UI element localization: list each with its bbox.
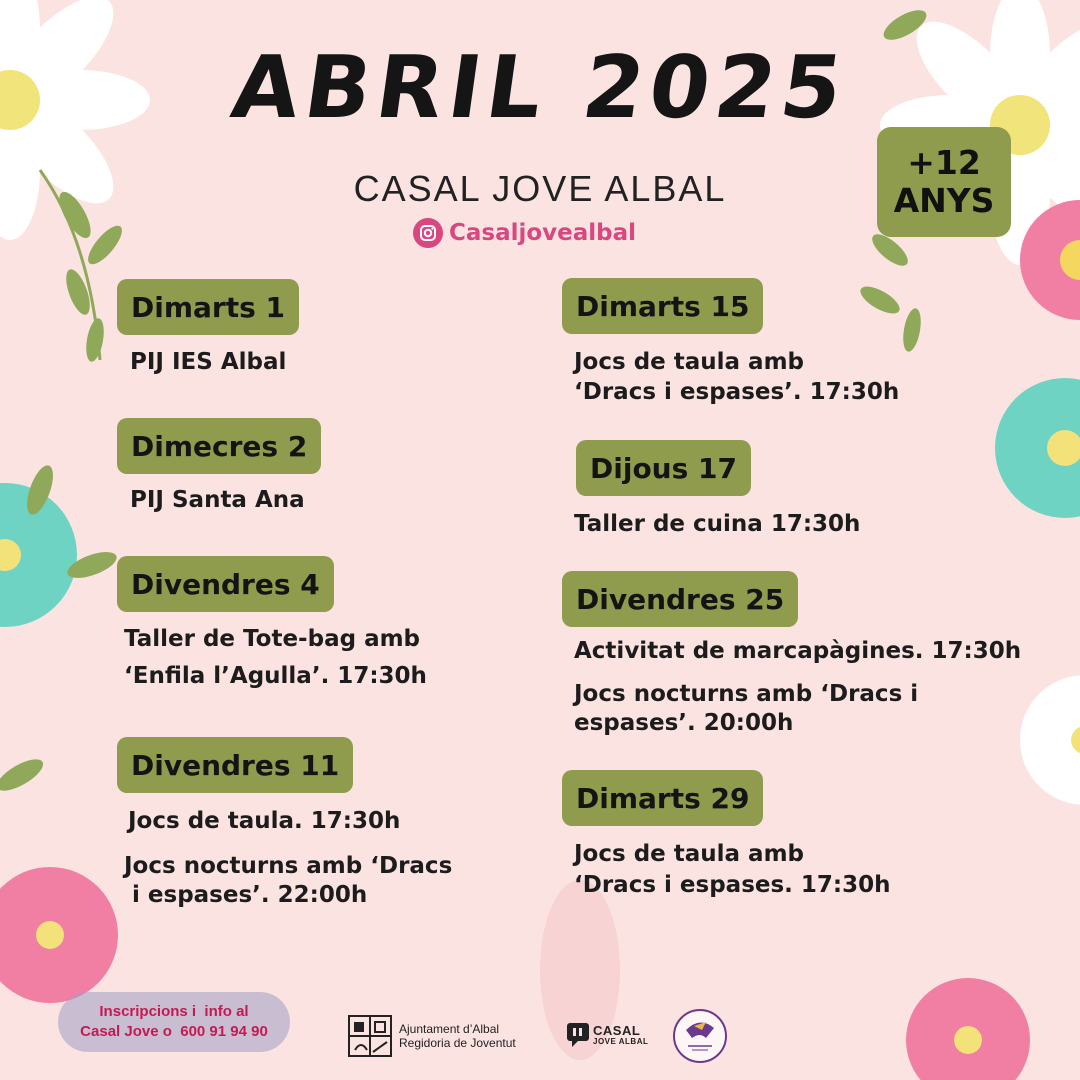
instagram-handle[interactable] <box>413 216 636 250</box>
event-left-4-2: Jocs nocturns amb ‘Dracs <box>124 853 453 879</box>
flower-right-teal <box>995 378 1080 518</box>
day-label-left-2: Dimecres 2 <box>117 418 321 474</box>
ajuntament-shield-icon <box>347 1014 393 1058</box>
registration-info <box>58 992 290 1052</box>
day-label-right-4: Dimarts 29 <box>562 770 763 826</box>
day-label-right-2: Dijous 17 <box>576 440 751 496</box>
registration-info-line2: Casal Jove o 600 91 94 90 <box>80 1023 268 1040</box>
ajuntament-logo <box>347 1014 516 1058</box>
day-label-left-1: Dimarts 1 <box>117 279 299 335</box>
page-subtitle: CASAL JOVE ALBAL <box>353 168 727 209</box>
flower-right-white-lower <box>1020 675 1080 805</box>
page-title: ABRIL 2025 <box>225 38 855 138</box>
age-badge <box>877 127 1011 237</box>
casal-jove-mark-icon <box>566 1022 590 1048</box>
day-label-right-3: Divendres 25 <box>562 571 798 627</box>
event-right-3-1: Activitat de marcapàgines. 17:30h <box>574 638 1022 664</box>
event-left-3-2: ‘Enfila l’Agulla’. 17:30h <box>124 663 427 689</box>
day-label-right-1: Dimarts 15 <box>562 278 763 334</box>
event-left-4-1: Jocs de taula. 17:30h <box>128 808 401 834</box>
event-left-3-1: Taller de Tote-bag amb <box>124 626 421 652</box>
event-left-2-1: PIJ Santa Ana <box>130 487 305 513</box>
event-right-3-2: Jocs nocturns amb ‘Dracs i <box>574 681 919 707</box>
ajuntament-name: Ajuntament d’Albal <box>399 1022 500 1036</box>
flower-bottom-right-pink <box>906 978 1030 1080</box>
event-right-1-2: ‘Dracs i espases’. 17:30h <box>574 379 900 405</box>
event-right-4-1: Jocs de taula amb <box>574 841 805 867</box>
instagram-icon <box>413 218 443 248</box>
day-label-left-4: Divendres 11 <box>117 737 353 793</box>
event-right-3-3: espases’. 20:00h <box>574 710 794 736</box>
dracs-i-espases-logo-icon <box>672 1008 728 1064</box>
event-right-1-1: Jocs de taula amb <box>574 349 805 375</box>
event-left-1-1: PIJ IES Albal <box>130 349 287 375</box>
instagram-handle-text: Casaljovealbal <box>449 220 637 246</box>
event-right-2-1: Taller de cuina 17:30h <box>574 511 861 537</box>
casal-logo-line2: JOVE ALBAL <box>593 1036 649 1046</box>
event-left-4-3: i espases’. 22:00h <box>124 882 368 908</box>
casal-logo-line1: CASAL <box>593 1022 641 1038</box>
day-label-left-3: Divendres 4 <box>117 556 334 612</box>
registration-info-line1: Inscripcions i info al <box>99 1003 249 1020</box>
casal-jove-logo <box>566 1022 648 1048</box>
age-badge-line1: +12 <box>907 143 981 182</box>
age-badge-line2: ANYS <box>893 181 995 220</box>
ajuntament-department: Regidoria de Joventut <box>399 1036 516 1050</box>
flower-bottom-left-pink <box>0 867 118 1003</box>
event-right-4-2: ‘Dracs i espases. 17:30h <box>574 872 891 898</box>
